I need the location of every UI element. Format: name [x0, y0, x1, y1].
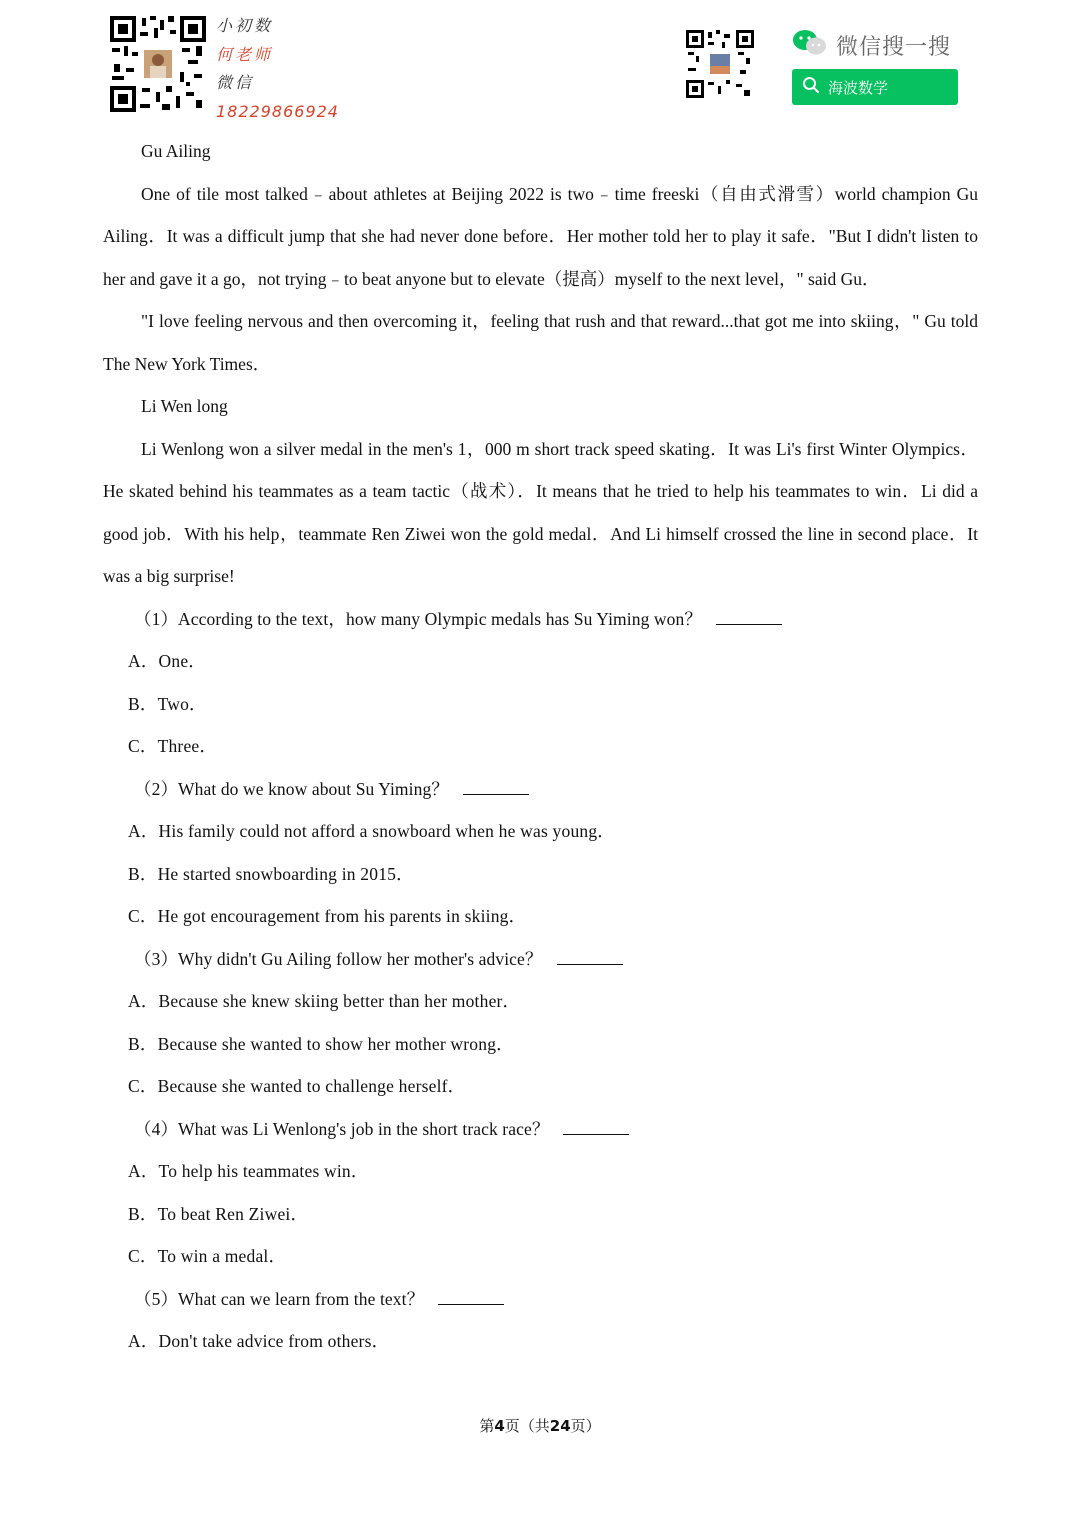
footer-prefix: 第: [479, 1417, 495, 1435]
contact-line-3: 微信: [216, 73, 255, 92]
option: C．To win a medal．: [128, 1246, 287, 1266]
option: A．To help his teammates win．: [128, 1161, 369, 1181]
contact-phone: 18229866924: [216, 101, 339, 121]
page-number: 4: [494, 1417, 505, 1435]
answer-blank[interactable]: [716, 623, 782, 625]
footer-suffix: 页）: [570, 1417, 601, 1435]
wechat-search-label: 微信搜一搜: [836, 34, 952, 60]
search-icon: [792, 76, 828, 98]
option: A．His family could not afford a snowboard when he was young．: [128, 821, 616, 841]
option: C．Three．: [128, 736, 218, 756]
option: B．To beat Ren Ziwei．: [128, 1203, 309, 1224]
answer-blank[interactable]: [438, 1303, 504, 1305]
answer-blank[interactable]: [557, 963, 623, 965]
question-stem: （5）What can we learn from the text？: [134, 1288, 425, 1309]
footer-mid: 页（共: [504, 1417, 550, 1435]
wechat-search-banner: [792, 28, 962, 105]
page-total: 24: [549, 1417, 571, 1435]
option: A．Don't take advice from others．: [128, 1331, 390, 1351]
page-footer: [0, 1415, 1080, 1436]
passage-paragraph: "I love feeling nervous and then overcoming it，feeling that rush and that reward...that got me into skiing，" Gu told The New York Times．: [103, 311, 978, 374]
option: A．One．: [128, 651, 206, 671]
option: B．Two．: [128, 693, 207, 714]
answer-blank[interactable]: [463, 793, 529, 795]
question-3: [103, 938, 978, 981]
answer-blank[interactable]: [563, 1133, 629, 1135]
question-5: [103, 1278, 978, 1321]
wechat-icon: [792, 29, 828, 62]
passage-paragraph: Li Wenlong won a silver medal in the men's 1，000 m short track speed skating．It was Li's first Winter Olympics．He skated behind his teammates as a team tactic（战术）．It means that he tried to help his teammates to win．Li did a good job．With his help，teammate Ren Ziwei won the gold medal．And Li himself crossed the line in second place．It was a big surprise!: [103, 438, 978, 586]
passage-paragraph: One of tile most talked﹣about athletes at Beijing 2022 is two﹣time freeski（自由式滑雪）world champion Gu Ailing．It was a difficult jump that she had never done before．Her mother told her to play it safe．"But I didn't listen to her and gave it a go，not trying﹣to beat anyone but to elevate（提高）myself to the next level，" said Gu．: [103, 183, 978, 289]
option: B．Because she wanted to show her mother wrong．: [128, 1033, 514, 1054]
question-stem: （2）What do we know about Su Yiming？: [134, 778, 449, 799]
passage-heading-li: Li Wen long: [141, 396, 228, 416]
qr-code-right: [686, 30, 754, 98]
page-header: [0, 0, 1080, 130]
search-button-label: 海波数学: [828, 78, 889, 97]
question-stem: （1）According to the text，how many Olympic medals has Su Yiming won？: [134, 608, 702, 629]
document-body: [103, 130, 978, 1363]
option: A．Because she knew skiing better than her mother．: [128, 991, 521, 1011]
question-stem: （3）Why didn't Gu Ailing follow her mother's advice？: [134, 948, 543, 969]
qr-code-left: [110, 16, 206, 112]
question-4: [103, 1108, 978, 1151]
contact-line-2: 何老师: [216, 44, 274, 64]
contact-info: [216, 12, 339, 126]
search-button[interactable]: [792, 69, 958, 105]
passage-heading-gu: Gu Ailing: [141, 141, 211, 161]
question-1: [103, 598, 978, 641]
question-stem: （4）What was Li Wenlong's job in the short track race？: [134, 1118, 550, 1139]
option: C．Because she wanted to challenge herself．: [128, 1076, 466, 1096]
contact-line-1: 小初数: [216, 16, 274, 35]
option: B．He started snowboarding in 2015．: [128, 863, 414, 884]
option: C．He got encouragement from his parents in skiing．: [128, 906, 527, 926]
question-2: [103, 768, 978, 811]
